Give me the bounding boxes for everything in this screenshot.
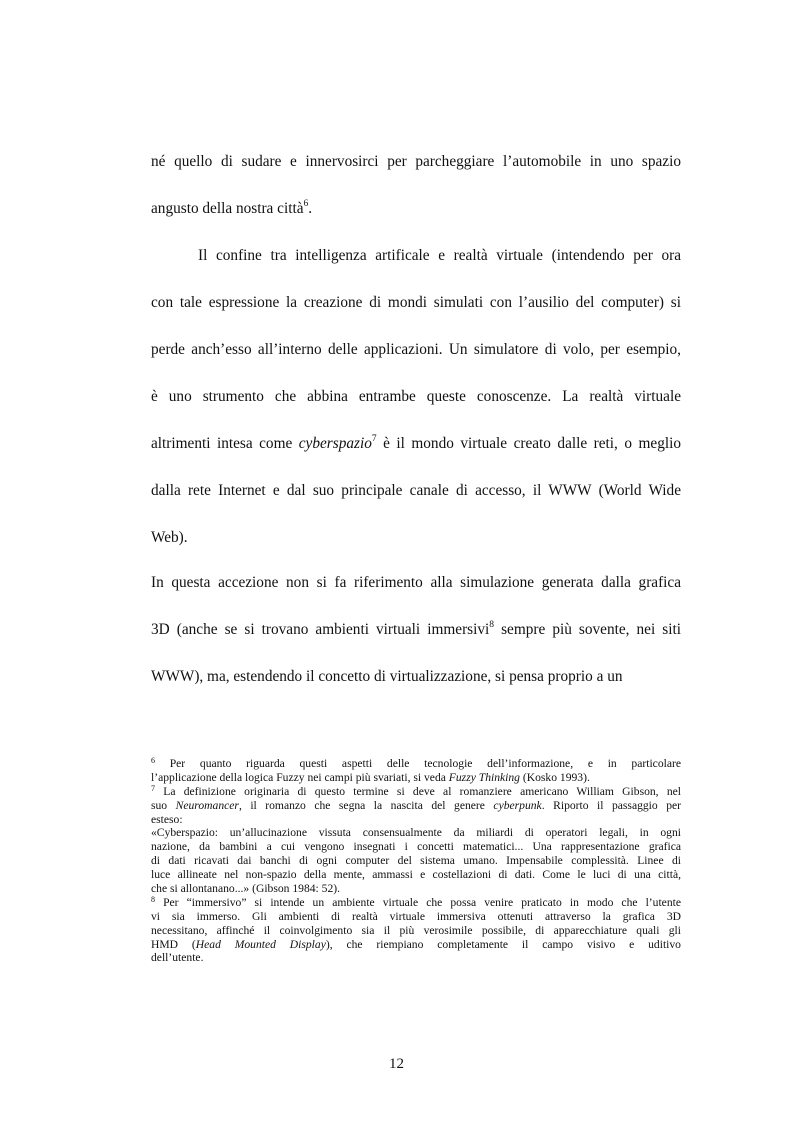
page-number: 12 [389, 1056, 404, 1072]
body-line: WWW), ma, estendendo il concetto di virtualizzazione, si pensa proprio a un [151, 668, 623, 685]
body-line: è uno strumento che abbina entrambe queste conoscenze. La realtà virtuale [151, 388, 681, 405]
footnote-8: $^8$ Per “immersivo” si intende un ambiente virtuale che possa venire praticato in modo che l’utente [151, 894, 681, 909]
footnote-7-quote-line: che si allontanano...» (Gibson 1984: 52). [151, 882, 341, 896]
footnote-ref-6: 6 [303, 198, 309, 209]
body-line: 3D (anche se si trovano ambienti virtuali immersivi$^8$ sempre più sovente, nei siti [151, 619, 681, 638]
body-line: né quello di sudare e innervosirci per parcheggiare l’automobile in uno spazio [151, 153, 681, 170]
footnote-8-line: dell’utente. [151, 951, 204, 965]
footnote-7-line: esteso: [151, 812, 183, 826]
term-cyberspazio: cyberspazio [298, 435, 372, 452]
body-line: dalla rete Internet e dal suo principale canale di accesso, il WWW (World Wide [151, 482, 681, 499]
body-line: altrimenti intesa come cyberspazio$^7$ è il mondo virtuale creato dalle reti, o meglio [151, 433, 681, 452]
body-line: con tale espressione la creazione di mondi simulati con l’ausilio del computer) si [151, 294, 681, 311]
footnote-8-line: vi sia immerso. Gli ambienti di realtà virtuale immersiva ottenuti attraverso la grafica 3D [151, 909, 681, 923]
footnote-7-quote-line: di dati ricavati dai banchi di ogni computer del sistema umano. Impensabile complessità. Linee di [151, 854, 681, 868]
footnote-7-quote-line: luce allineate nel non-spazio della mente, ammassi e costellazioni di dati. Come le luci di una città, [151, 868, 681, 882]
footnote-7-line: suo Neuromancer, il romanzo che segna la nascita del genere cyberpunk. Riporto il passaggio per [151, 798, 682, 812]
footnote-8-line: HMD (Head Mounted Display), che riempiano completamente il campo visivo e uditivo [151, 937, 681, 951]
body-line: Il confine tra intelligenza artificale e realtà virtuale (intendendo per ora [198, 247, 681, 264]
body-line: perde anch’esso all’interno delle applicazioni. Un simulatore di volo, per esempio, [151, 341, 681, 358]
footnote-8-line: necessitano, affinché il coinvolgimento sia il più verosimile possibile, di apparecchiature quali gli [151, 923, 681, 937]
footnote-7-quote-line: «Cyberspazio: un’allucinazione vissuta consensualmente da miliardi di operatori legali, in ogni [151, 826, 681, 840]
footnotes [151, 746, 681, 965]
footnote-6-line: l’applicazione della logica Fuzzy nei campi più svariati, si veda Fuzzy Thinking (Kosko 1993). [151, 770, 590, 784]
body-line: angusto della nostra città$^6$. [151, 198, 313, 217]
footnote-ref-8: 8 [489, 619, 495, 630]
footnote-7-quote-line: nazione, da bambini a cui vengono insegnati i concetti matematici... Una rappresentazione grafica [151, 840, 681, 854]
body-line: Web). [151, 529, 188, 546]
footnote-ref-7: 7 [371, 433, 377, 444]
footnote-7: $^7$ La definizione originaria di questo termine si deve al romanziere americano William Gibson, nel [151, 783, 681, 798]
footnote-6: $^6$ Per quanto riguarda questi aspetti delle tecnologie dell’informazione, e in particolare [151, 756, 681, 770]
body-line: In questa accezione non si fa riferimento alla simulazione generata dalla grafica [151, 574, 681, 591]
